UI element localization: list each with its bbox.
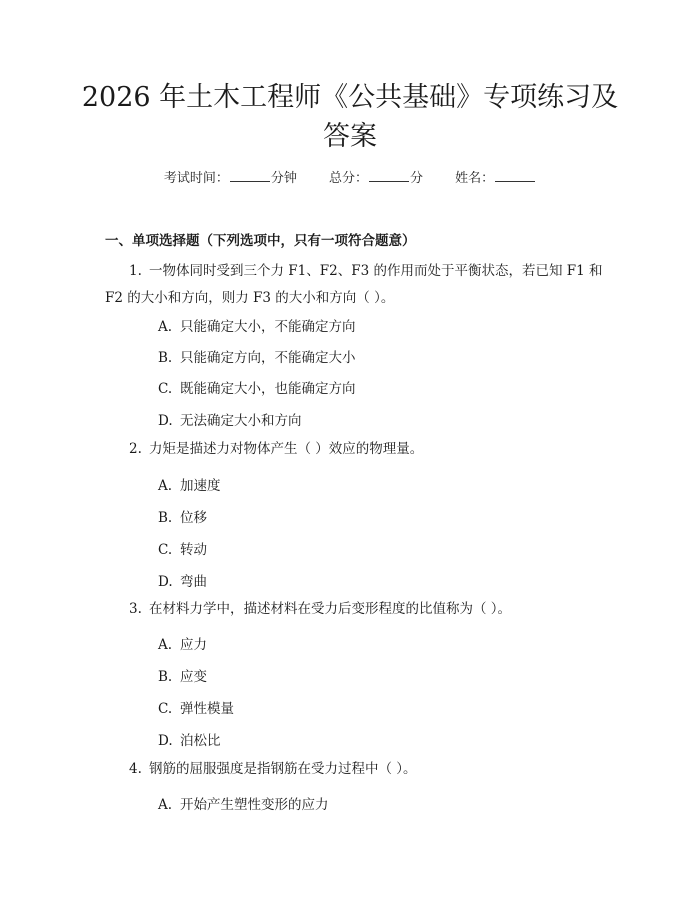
- option-3d: [158, 729, 221, 749]
- question-text: 力矩是描述力对物体产生（ ）效应的物理量。: [149, 441, 424, 457]
- title-line-1: 2026 年土木工程师《公共基础》专项练习及: [81, 82, 619, 113]
- option-3a: [158, 633, 207, 653]
- option-text: 应变: [180, 669, 207, 685]
- question-text: 钢筋的屈服强度是指钢筋在受力过程中（ ）。: [149, 761, 417, 777]
- option-3c: [158, 697, 234, 717]
- score-unit: 分: [410, 171, 424, 186]
- exam-meta: [0, 167, 700, 186]
- option-text: 无法确定大小和方向: [180, 413, 302, 429]
- title-line-2: 答案: [323, 121, 377, 152]
- option-letter: D.: [158, 733, 173, 749]
- option-2a: [158, 474, 221, 494]
- option-1a: [158, 315, 356, 335]
- option-text: 弹性模量: [180, 701, 234, 717]
- option-text: 既能确定大小，也能确定方向: [180, 381, 356, 397]
- name-label: 姓名：: [455, 171, 495, 186]
- option-letter: A.: [158, 478, 173, 494]
- option-letter: C.: [158, 381, 173, 397]
- question-number: 1.: [129, 263, 142, 279]
- option-letter: D.: [158, 413, 173, 429]
- option-letter: A.: [158, 637, 173, 653]
- option-3b: [158, 665, 207, 685]
- option-letter: B.: [158, 510, 173, 526]
- question-4: [105, 756, 603, 783]
- option-text: 加速度: [180, 478, 221, 494]
- name-blank: [495, 171, 535, 182]
- option-letter: A.: [158, 797, 173, 813]
- option-1d: [158, 409, 302, 429]
- question-3: [105, 596, 603, 623]
- option-text: 开始产生塑性变形的应力: [180, 797, 329, 813]
- time-label: 考试时间：: [163, 171, 229, 186]
- option-text: 只能确定大小，不能确定方向: [180, 319, 356, 335]
- exam-time: [164, 171, 297, 186]
- question-text: 一物体同时受到三个力 F1、F2、F3 的作用而处于平衡状态，若已知 F1 和 F2 的大小和方向，则力 F3 的大小和方向（ ）。: [105, 263, 603, 306]
- section-title: 一、单项选择题（下列选项中，只有一项符合题意）: [105, 233, 416, 249]
- option-text: 只能确定方向，不能确定大小: [180, 350, 356, 366]
- exam-name: [455, 171, 536, 186]
- option-2c: [158, 538, 207, 558]
- option-text: 转动: [180, 542, 207, 558]
- document-title: [60, 78, 640, 156]
- option-letter: B.: [158, 350, 173, 366]
- option-text: 泊松比: [180, 733, 221, 749]
- option-1c: [158, 377, 356, 397]
- option-4a: [158, 793, 329, 813]
- option-2b: [158, 506, 207, 526]
- score-label: 总分：: [328, 171, 368, 186]
- option-text: 应力: [180, 637, 207, 653]
- question-number: 4.: [129, 761, 142, 777]
- option-text: 弯曲: [180, 574, 207, 590]
- option-letter: B.: [158, 669, 173, 685]
- score-blank: [369, 171, 409, 182]
- time-unit: 分钟: [270, 171, 297, 186]
- question-2: [105, 436, 603, 463]
- option-letter: A.: [158, 319, 173, 335]
- question-number: 2.: [129, 441, 142, 457]
- option-1b: [158, 346, 356, 366]
- option-text: 位移: [180, 510, 207, 526]
- option-2d: [158, 570, 207, 590]
- question-1: [105, 258, 603, 312]
- option-letter: D.: [158, 574, 173, 590]
- question-number: 3.: [129, 601, 142, 617]
- option-letter: C.: [158, 701, 173, 717]
- question-text: 在材料力学中，描述材料在受力后变形程度的比值称为（ ）。: [149, 601, 512, 617]
- time-blank: [230, 171, 270, 182]
- exam-score: [329, 171, 423, 186]
- option-letter: C.: [158, 542, 173, 558]
